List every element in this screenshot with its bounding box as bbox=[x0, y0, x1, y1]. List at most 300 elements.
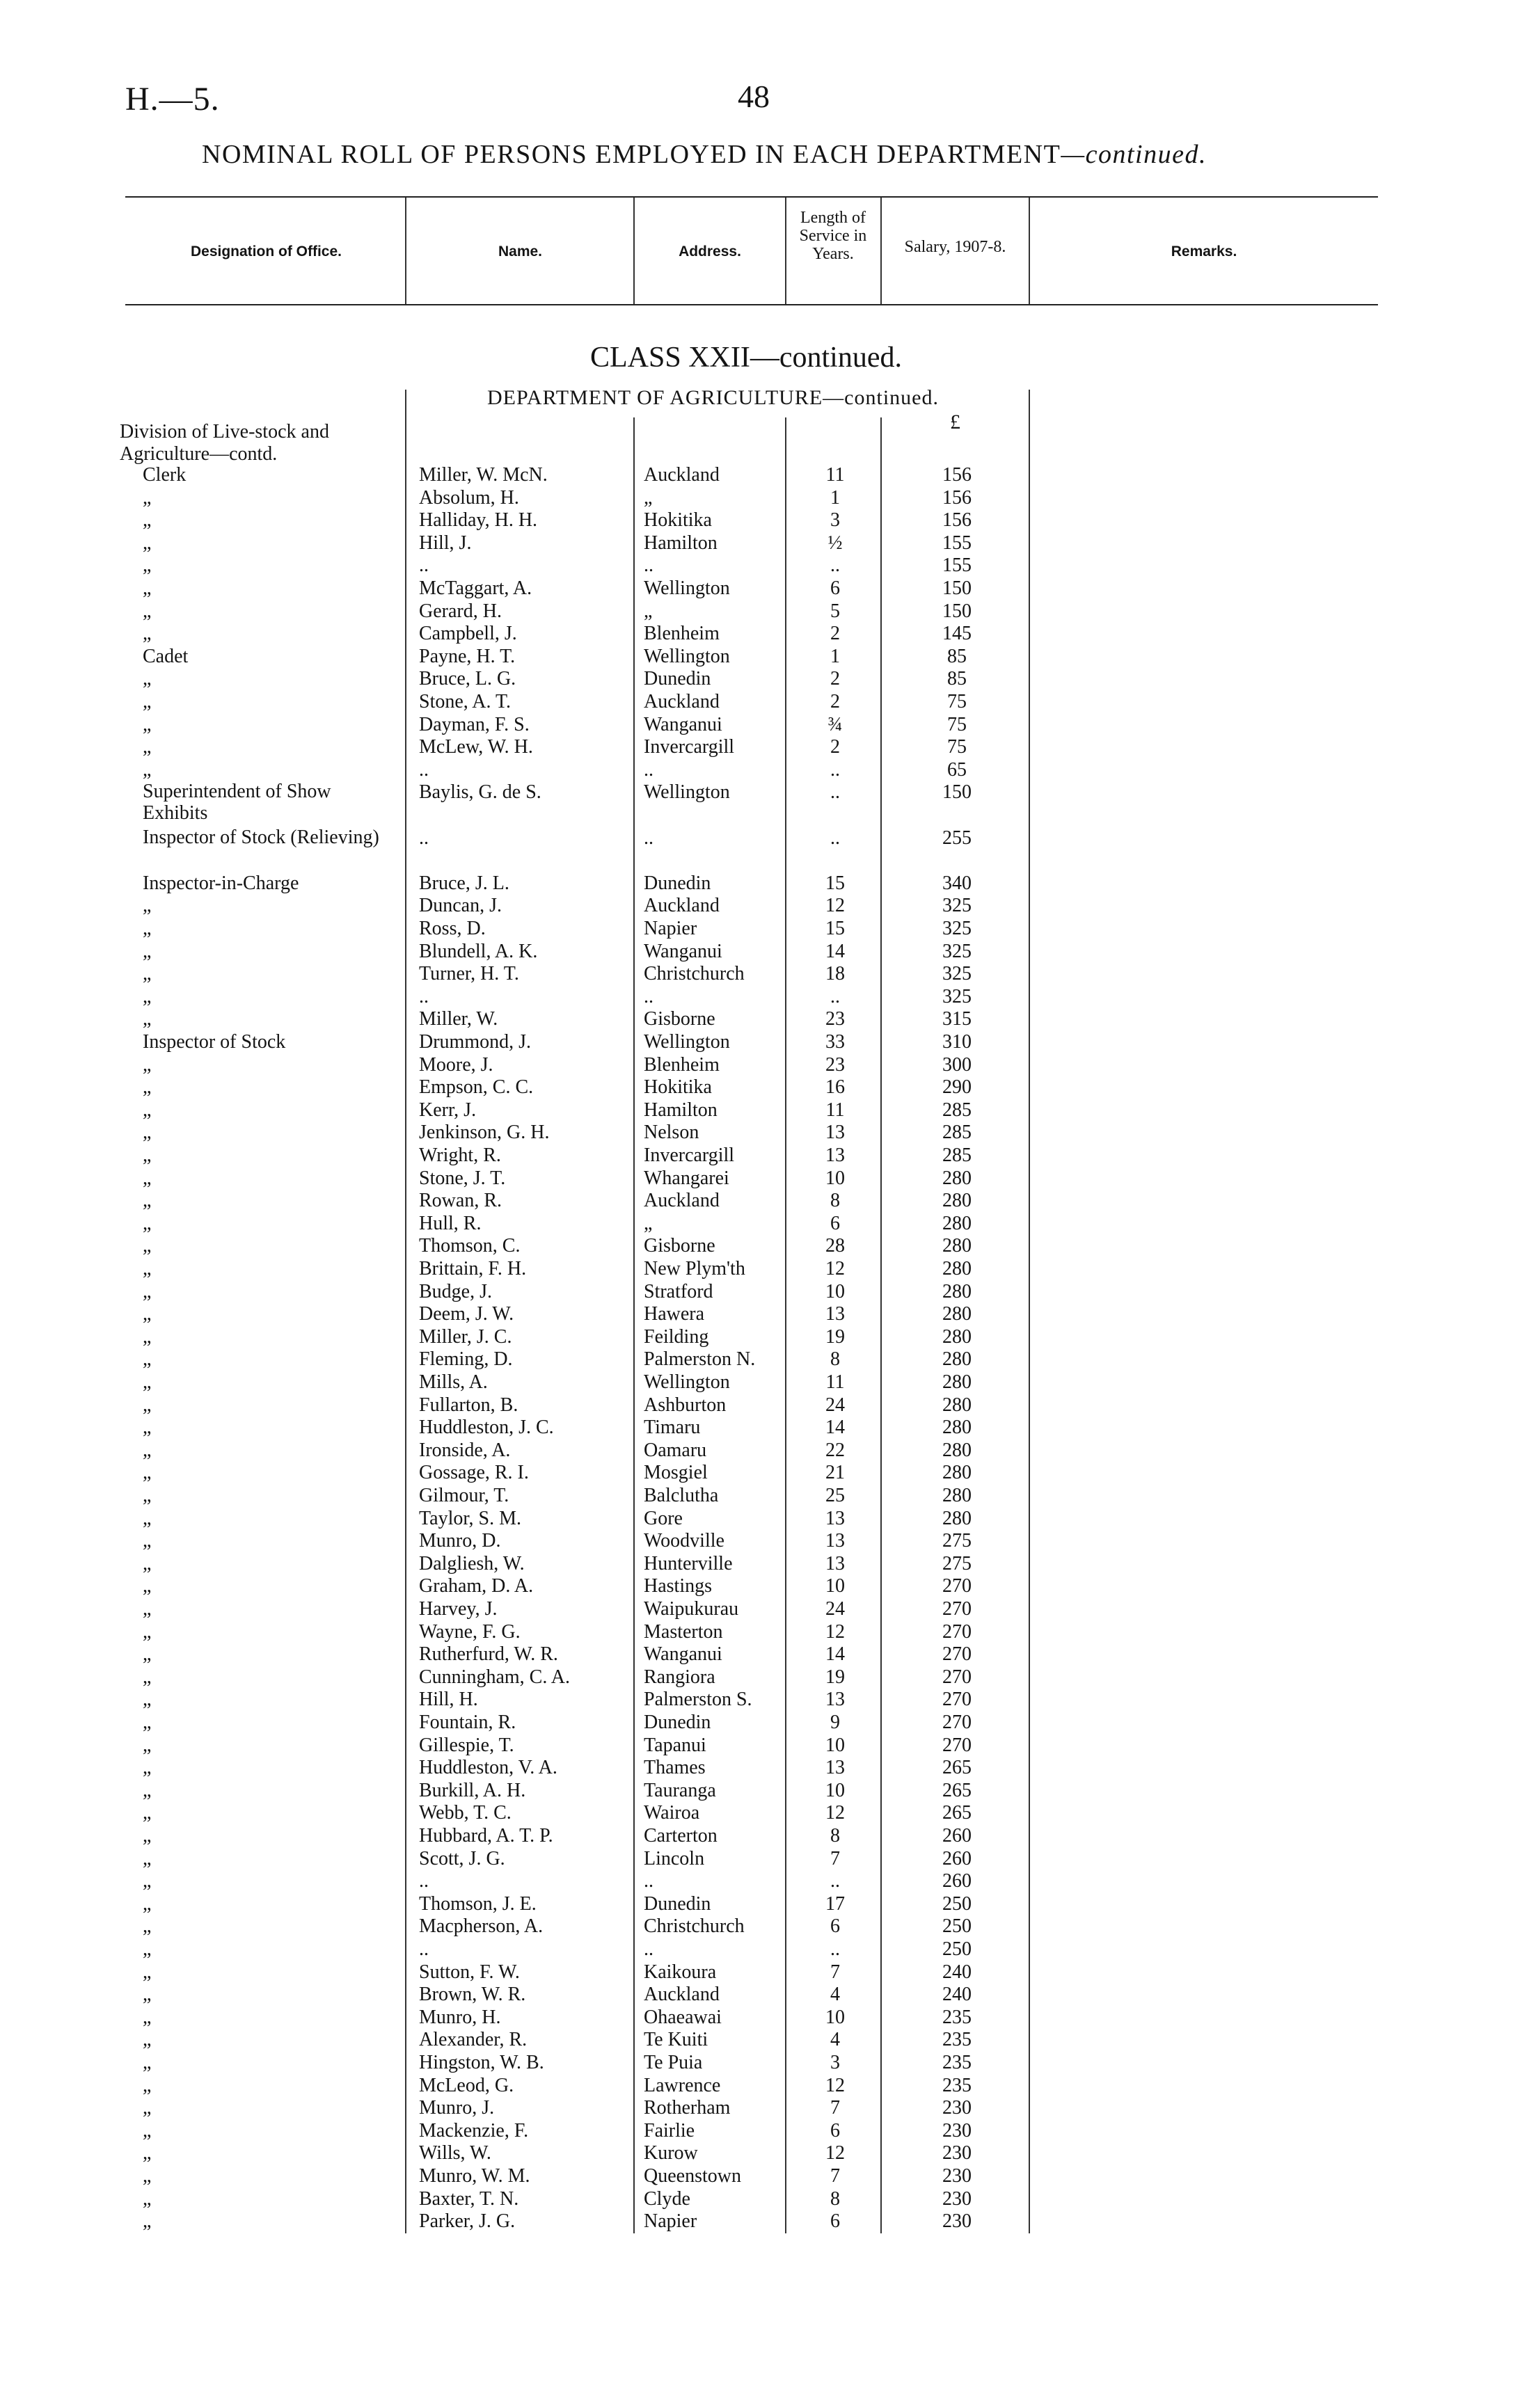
name-cell: Bruce, L. G. bbox=[419, 668, 516, 690]
designation-cell: „ bbox=[143, 1258, 152, 1279]
name-cell: Fullarton, B. bbox=[419, 1394, 518, 1416]
salary-cell: 235 bbox=[942, 2006, 972, 2028]
salary-cell: 280 bbox=[942, 1348, 972, 1371]
address-cell: Napier bbox=[644, 918, 697, 939]
service-cell: 11 bbox=[825, 1371, 845, 1393]
service-cell: 2 bbox=[830, 623, 840, 645]
table-row bbox=[0, 1302, 1529, 1325]
designation-cell: „ bbox=[143, 1394, 152, 1416]
table-row bbox=[0, 1734, 1529, 1757]
header-bottom-rule bbox=[125, 304, 1378, 305]
service-cell: 14 bbox=[825, 1643, 845, 1666]
designation-cell: „ bbox=[143, 1417, 152, 1439]
table-row bbox=[0, 532, 1529, 555]
name-cell: Hingston, W. B. bbox=[419, 2052, 544, 2073]
service-cell: 2 bbox=[830, 691, 840, 712]
table-row bbox=[0, 1167, 1529, 1190]
service-cell: 13 bbox=[825, 1689, 845, 1711]
name-cell: Bruce, J. L. bbox=[419, 872, 509, 894]
address-cell: Wanganui bbox=[644, 940, 722, 962]
name-cell: Graham, D. A. bbox=[419, 1575, 534, 1597]
address-cell: Oamaru bbox=[644, 1439, 707, 1461]
service-cell: 6 bbox=[830, 1212, 840, 1234]
name-cell: Parker, J. G. bbox=[419, 2210, 516, 2233]
class-heading: CLASS XXII—continued. bbox=[590, 342, 902, 374]
address-cell: Te Puia bbox=[644, 2052, 703, 2073]
address-cell: .. bbox=[644, 758, 653, 781]
service-cell: 8 bbox=[830, 1190, 840, 1212]
salary-cell: 270 bbox=[942, 1643, 972, 1666]
table-row bbox=[0, 1348, 1529, 1371]
designation-cell: „ bbox=[143, 600, 152, 622]
table-row bbox=[0, 827, 1529, 850]
designation-cell: „ bbox=[143, 2119, 152, 2142]
name-cell: Gillespie, T. bbox=[419, 1734, 514, 1756]
designation-cell: „ bbox=[143, 1712, 152, 1733]
table-row bbox=[0, 1961, 1529, 1984]
salary-cell: 280 bbox=[942, 1280, 972, 1302]
salary-cell: 280 bbox=[942, 1167, 972, 1189]
designation-cell: „ bbox=[143, 1485, 152, 1506]
name-cell: Mills, A. bbox=[419, 1371, 488, 1393]
designation-cell: „ bbox=[143, 1439, 152, 1461]
salary-cell: 280 bbox=[942, 1235, 972, 1257]
address-cell: Ohaeawai bbox=[644, 2006, 722, 2028]
name-cell: Brown, W. R. bbox=[419, 1984, 526, 2006]
designation-cell: „ bbox=[143, 1303, 152, 1325]
designation-cell: „ bbox=[143, 1235, 152, 1257]
salary-cell: 325 bbox=[942, 963, 972, 985]
name-cell: Fountain, R. bbox=[419, 1712, 516, 1733]
table-row bbox=[0, 1756, 1529, 1779]
designation-cell: „ bbox=[143, 1145, 152, 1166]
name-cell: McLeod, G. bbox=[419, 2074, 514, 2096]
salary-cell: 340 bbox=[942, 872, 972, 894]
designation-cell: „ bbox=[143, 963, 152, 985]
name-cell: McLew, W. H. bbox=[419, 736, 533, 758]
address-cell: Clyde bbox=[644, 2187, 690, 2210]
address-cell: Timaru bbox=[644, 1417, 701, 1439]
designation-cell: „ bbox=[143, 1507, 152, 1529]
header-divider bbox=[880, 198, 882, 304]
designation-cell: Inspector of Stock (Relieving) bbox=[143, 826, 379, 848]
name-cell: Stone, J. T. bbox=[419, 1167, 506, 1189]
designation-cell: „ bbox=[143, 532, 152, 554]
address-cell: Hokitika bbox=[644, 509, 712, 532]
table-row bbox=[0, 2006, 1529, 2029]
salary-cell: 275 bbox=[942, 1530, 972, 1552]
designation-cell: „ bbox=[143, 1666, 152, 1688]
name-cell: .. bbox=[419, 985, 429, 1007]
designation-cell: „ bbox=[143, 1008, 152, 1030]
name-cell: Munro, D. bbox=[419, 1530, 501, 1552]
salary-cell: 230 bbox=[942, 2142, 972, 2164]
table-row bbox=[0, 1666, 1529, 1689]
salary-cell: 275 bbox=[942, 1552, 972, 1574]
designation-cell: „ bbox=[143, 2029, 152, 2051]
service-cell: 12 bbox=[825, 2142, 845, 2164]
address-cell: Hastings bbox=[644, 1575, 712, 1597]
salary-cell: 280 bbox=[942, 1212, 972, 1234]
service-cell: 14 bbox=[825, 1417, 845, 1439]
address-cell: Auckland bbox=[644, 895, 720, 917]
service-cell: .. bbox=[830, 758, 840, 781]
salary-cell: 240 bbox=[942, 1984, 972, 2006]
service-cell: 12 bbox=[825, 895, 845, 917]
table-row bbox=[0, 1779, 1529, 1802]
column-header-name: Name. bbox=[498, 244, 543, 260]
designation-cell: Cadet bbox=[143, 645, 189, 667]
designation-cell: „ bbox=[143, 918, 152, 939]
name-cell: Alexander, R. bbox=[419, 2029, 528, 2051]
table-row bbox=[0, 1892, 1529, 1915]
address-cell: Gisborne bbox=[644, 1008, 715, 1030]
table-row bbox=[0, 781, 1529, 824]
service-cell: 17 bbox=[825, 1892, 845, 1915]
name-cell: Miller, W. bbox=[419, 1008, 498, 1030]
header-top-rule bbox=[125, 196, 1378, 198]
table-row bbox=[0, 1824, 1529, 1847]
table-row bbox=[0, 917, 1529, 940]
address-cell: Wellington bbox=[644, 577, 730, 599]
salary-cell: 285 bbox=[942, 1122, 972, 1144]
address-cell: Kurow bbox=[644, 2142, 698, 2164]
address-cell: Dunedin bbox=[644, 1712, 711, 1733]
name-cell: Gerard, H. bbox=[419, 600, 502, 622]
salary-cell: 156 bbox=[942, 509, 972, 532]
service-cell: 6 bbox=[830, 577, 840, 599]
service-cell: 23 bbox=[825, 1053, 845, 1076]
address-cell: Invercargill bbox=[644, 1145, 735, 1166]
name-cell: Rowan, R. bbox=[419, 1190, 502, 1212]
designation-cell: „ bbox=[143, 577, 152, 599]
name-cell: .. bbox=[419, 758, 429, 781]
address-cell: Dunedin bbox=[644, 1892, 711, 1915]
service-cell: 28 bbox=[825, 1235, 845, 1257]
service-cell: 13 bbox=[825, 1507, 845, 1529]
salary-cell: 310 bbox=[942, 1031, 972, 1053]
salary-cell: 85 bbox=[947, 645, 967, 667]
service-cell: .. bbox=[830, 827, 840, 849]
service-cell: 6 bbox=[830, 2210, 840, 2233]
service-cell: 3 bbox=[830, 509, 840, 532]
table-row bbox=[0, 758, 1529, 781]
header-divider bbox=[785, 198, 786, 304]
designation-cell: „ bbox=[143, 623, 152, 645]
table-row bbox=[0, 1847, 1529, 1870]
table-row bbox=[0, 1529, 1529, 1552]
address-cell: Dunedin bbox=[644, 872, 711, 894]
designation-cell: „ bbox=[143, 1779, 152, 1801]
table-row bbox=[0, 2187, 1529, 2210]
salary-cell: 250 bbox=[942, 1892, 972, 1915]
service-cell: 15 bbox=[825, 918, 845, 939]
salary-cell: 270 bbox=[942, 1598, 972, 1620]
designation-cell: „ bbox=[143, 1462, 152, 1484]
designation-cell: „ bbox=[143, 1348, 152, 1371]
table-row bbox=[0, 1461, 1529, 1484]
address-cell: Nelson bbox=[644, 1122, 699, 1144]
table-row bbox=[0, 2051, 1529, 2074]
table-row bbox=[0, 645, 1529, 668]
address-cell: Tauranga bbox=[644, 1779, 716, 1801]
name-cell: Duncan, J. bbox=[419, 895, 502, 917]
designation-cell: „ bbox=[143, 2165, 152, 2187]
name-cell: Halliday, H. H. bbox=[419, 509, 538, 532]
salary-cell: 280 bbox=[942, 1190, 972, 1212]
table-row bbox=[0, 2028, 1529, 2051]
address-cell: Woodville bbox=[644, 1530, 724, 1552]
designation-cell: „ bbox=[143, 2142, 152, 2164]
designation-cell: „ bbox=[143, 1961, 152, 1983]
name-cell: .. bbox=[419, 1938, 429, 1960]
designation-cell: „ bbox=[143, 2052, 152, 2073]
service-cell: 10 bbox=[825, 1167, 845, 1189]
table-row bbox=[0, 667, 1529, 690]
salary-cell: 260 bbox=[942, 1847, 972, 1869]
address-cell: „ bbox=[644, 486, 653, 509]
name-cell: Drummond, J. bbox=[419, 1031, 531, 1053]
name-cell: Wills, W. bbox=[419, 2142, 491, 2164]
salary-cell: 270 bbox=[942, 1689, 972, 1711]
name-cell: Hill, J. bbox=[419, 532, 472, 554]
department-heading: DEPARTMENT OF AGRICULTURE—continued. bbox=[487, 386, 939, 409]
service-cell: 13 bbox=[825, 1552, 845, 1574]
address-cell: Wellington bbox=[644, 1031, 730, 1053]
service-cell: 14 bbox=[825, 940, 845, 962]
header-divider bbox=[633, 198, 635, 304]
service-cell: 21 bbox=[825, 1462, 845, 1484]
salary-cell: 285 bbox=[942, 1099, 972, 1121]
table-row bbox=[0, 486, 1529, 509]
address-cell: Palmerston S. bbox=[644, 1689, 752, 1711]
address-cell: Wairoa bbox=[644, 1802, 700, 1824]
table-row bbox=[0, 940, 1529, 963]
table-row bbox=[0, 1189, 1529, 1212]
column-header-remarks: Remarks. bbox=[1171, 244, 1237, 260]
designation-cell: „ bbox=[143, 1938, 152, 1960]
designation-cell: „ bbox=[143, 2187, 152, 2210]
name-cell: Hill, H. bbox=[419, 1689, 478, 1711]
name-cell: Gilmour, T. bbox=[419, 1485, 509, 1506]
name-cell: Ironside, A. bbox=[419, 1439, 511, 1461]
address-cell: Tapanui bbox=[644, 1734, 706, 1756]
salary-cell: 230 bbox=[942, 2097, 972, 2119]
address-cell: Palmerston N. bbox=[644, 1348, 756, 1371]
table-row bbox=[0, 713, 1529, 736]
table-row bbox=[0, 2074, 1529, 2097]
address-cell: Fairlie bbox=[644, 2119, 695, 2142]
division-heading: Division of Live-stock and Agriculture—contd. bbox=[120, 421, 329, 465]
name-cell: Campbell, J. bbox=[419, 623, 517, 645]
service-cell: 12 bbox=[825, 2074, 845, 2096]
name-cell: Thomson, C. bbox=[419, 1235, 521, 1257]
table-row bbox=[0, 1938, 1529, 1961]
designation-cell: „ bbox=[143, 1984, 152, 2006]
designation-cell: „ bbox=[143, 1552, 152, 1574]
designation-cell: „ bbox=[143, 1190, 152, 1212]
salary-cell: 235 bbox=[942, 2074, 972, 2096]
table-row bbox=[0, 1439, 1529, 1462]
address-cell: Wellington bbox=[644, 645, 730, 667]
salary-cell: 230 bbox=[942, 2119, 972, 2142]
address-cell: Wellington bbox=[644, 781, 730, 804]
service-cell: 16 bbox=[825, 1076, 845, 1099]
service-cell: 10 bbox=[825, 2006, 845, 2028]
name-cell: Taylor, S. M. bbox=[419, 1507, 522, 1529]
designation-cell: „ bbox=[143, 668, 152, 690]
service-cell: 24 bbox=[825, 1598, 845, 1620]
table-row bbox=[0, 1280, 1529, 1303]
designation-cell: „ bbox=[143, 1757, 152, 1779]
designation-cell: Superintendent of Show Exhibits bbox=[143, 781, 331, 824]
address-cell: Wanganui bbox=[644, 713, 722, 735]
table-row bbox=[0, 1212, 1529, 1235]
table-row bbox=[0, 1574, 1529, 1597]
salary-cell: 280 bbox=[942, 1462, 972, 1484]
designation-cell: „ bbox=[143, 1053, 152, 1076]
name-cell: Wright, R. bbox=[419, 1145, 501, 1166]
service-cell: 23 bbox=[825, 1008, 845, 1030]
table-row bbox=[0, 690, 1529, 713]
name-cell: Dalgliesh, W. bbox=[419, 1552, 525, 1574]
service-cell: 1 bbox=[830, 645, 840, 667]
service-cell: 13 bbox=[825, 1303, 845, 1325]
address-cell: Ashburton bbox=[644, 1394, 727, 1416]
address-cell: Dunedin bbox=[644, 668, 711, 690]
name-cell: Munro, H. bbox=[419, 2006, 501, 2028]
table-row bbox=[0, 1484, 1529, 1507]
address-cell: Balclutha bbox=[644, 1485, 719, 1506]
name-cell: Rutherfurd, W. R. bbox=[419, 1643, 558, 1666]
address-cell: Christchurch bbox=[644, 963, 745, 985]
name-cell: Kerr, J. bbox=[419, 1099, 477, 1121]
salary-cell: 325 bbox=[942, 940, 972, 962]
name-cell: Dayman, F. S. bbox=[419, 713, 530, 735]
table-row bbox=[0, 600, 1529, 623]
service-cell: 12 bbox=[825, 1620, 845, 1643]
table-row bbox=[0, 1711, 1529, 1734]
address-cell: „ bbox=[644, 600, 653, 622]
table-row bbox=[0, 1552, 1529, 1575]
service-cell: 13 bbox=[825, 1530, 845, 1552]
address-cell: Waipukurau bbox=[644, 1598, 739, 1620]
salary-cell: 280 bbox=[942, 1325, 972, 1348]
salary-cell: 280 bbox=[942, 1258, 972, 1279]
salary-cell: 150 bbox=[942, 781, 972, 804]
address-cell: Thames bbox=[644, 1757, 706, 1779]
salary-cell: 265 bbox=[942, 1779, 972, 1801]
table-row bbox=[0, 1007, 1529, 1030]
salary-cell: 300 bbox=[942, 1053, 972, 1076]
service-cell: 18 bbox=[825, 963, 845, 985]
address-cell: Rotherham bbox=[644, 2097, 731, 2119]
designation-cell: „ bbox=[143, 1325, 152, 1348]
service-cell: 5 bbox=[830, 600, 840, 622]
designation-cell: „ bbox=[143, 1575, 152, 1597]
address-cell: .. bbox=[644, 1938, 653, 1960]
salary-cell: 290 bbox=[942, 1076, 972, 1099]
header-divider bbox=[1029, 198, 1030, 304]
table-row bbox=[0, 1121, 1529, 1144]
address-cell: Wanganui bbox=[644, 1643, 722, 1666]
name-cell: Baylis, G. de S. bbox=[419, 781, 541, 804]
salary-cell: 280 bbox=[942, 1417, 972, 1439]
name-cell: Munro, J. bbox=[419, 2097, 495, 2119]
table-row bbox=[0, 1620, 1529, 1643]
table-row bbox=[0, 463, 1529, 486]
salary-cell: 156 bbox=[942, 464, 972, 486]
address-cell: Hamilton bbox=[644, 532, 718, 554]
name-cell: Fleming, D. bbox=[419, 1348, 513, 1371]
salary-cell: 270 bbox=[942, 1575, 972, 1597]
salary-cell: 230 bbox=[942, 2165, 972, 2187]
name-cell: Stone, A. T. bbox=[419, 691, 511, 712]
salary-cell: 230 bbox=[942, 2187, 972, 2210]
service-cell: 8 bbox=[830, 2187, 840, 2210]
table-row bbox=[0, 2210, 1529, 2233]
table-row bbox=[0, 894, 1529, 917]
service-cell: 11 bbox=[825, 464, 845, 486]
salary-cell: 280 bbox=[942, 1371, 972, 1393]
name-cell: Scott, J. G. bbox=[419, 1847, 505, 1869]
service-cell: ¾ bbox=[827, 713, 843, 735]
table-row bbox=[0, 1416, 1529, 1439]
salary-cell: 325 bbox=[942, 895, 972, 917]
address-cell: Blenheim bbox=[644, 1053, 720, 1076]
table-row bbox=[0, 872, 1529, 895]
salary-cell: 75 bbox=[947, 691, 967, 712]
address-cell: Mosgiel bbox=[644, 1462, 708, 1484]
service-cell: ½ bbox=[827, 532, 843, 554]
address-cell: Masterton bbox=[644, 1620, 723, 1643]
service-cell: .. bbox=[830, 555, 840, 577]
designation-cell: „ bbox=[143, 1870, 152, 1892]
salary-cell: 285 bbox=[942, 1145, 972, 1166]
table-row bbox=[0, 1983, 1529, 2006]
name-cell: Baxter, T. N. bbox=[419, 2187, 519, 2210]
name-cell: Thomson, J. E. bbox=[419, 1892, 537, 1915]
service-cell: 6 bbox=[830, 1915, 840, 1938]
address-cell: „ bbox=[644, 1212, 653, 1234]
address-cell: Hunterville bbox=[644, 1552, 733, 1574]
salary-cell: 270 bbox=[942, 1712, 972, 1733]
service-cell: 7 bbox=[830, 1961, 840, 1983]
address-cell: Hawera bbox=[644, 1303, 705, 1325]
service-cell: 19 bbox=[825, 1666, 845, 1688]
service-cell: 13 bbox=[825, 1145, 845, 1166]
table-row bbox=[0, 1869, 1529, 1892]
designation-cell: „ bbox=[143, 2074, 152, 2096]
name-cell: Huddleston, V. A. bbox=[419, 1757, 557, 1779]
name-cell: Turner, H. T. bbox=[419, 963, 519, 985]
name-cell: Hubbard, A. T. P. bbox=[419, 1825, 553, 1847]
service-cell: 22 bbox=[825, 1439, 845, 1461]
address-cell: Auckland bbox=[644, 691, 720, 712]
header-divider bbox=[405, 198, 406, 304]
table-row bbox=[0, 1257, 1529, 1280]
name-cell: Deem, J. W. bbox=[419, 1303, 514, 1325]
column-header-designation: Designation of Office. bbox=[190, 244, 342, 260]
service-cell: 7 bbox=[830, 2165, 840, 2187]
service-cell: .. bbox=[830, 1938, 840, 1960]
table-row bbox=[0, 1234, 1529, 1257]
address-cell: .. bbox=[644, 1870, 653, 1892]
service-cell: 10 bbox=[825, 1280, 845, 1302]
salary-cell: 230 bbox=[942, 2210, 972, 2233]
service-cell: 13 bbox=[825, 1122, 845, 1144]
table-row bbox=[0, 1394, 1529, 1417]
